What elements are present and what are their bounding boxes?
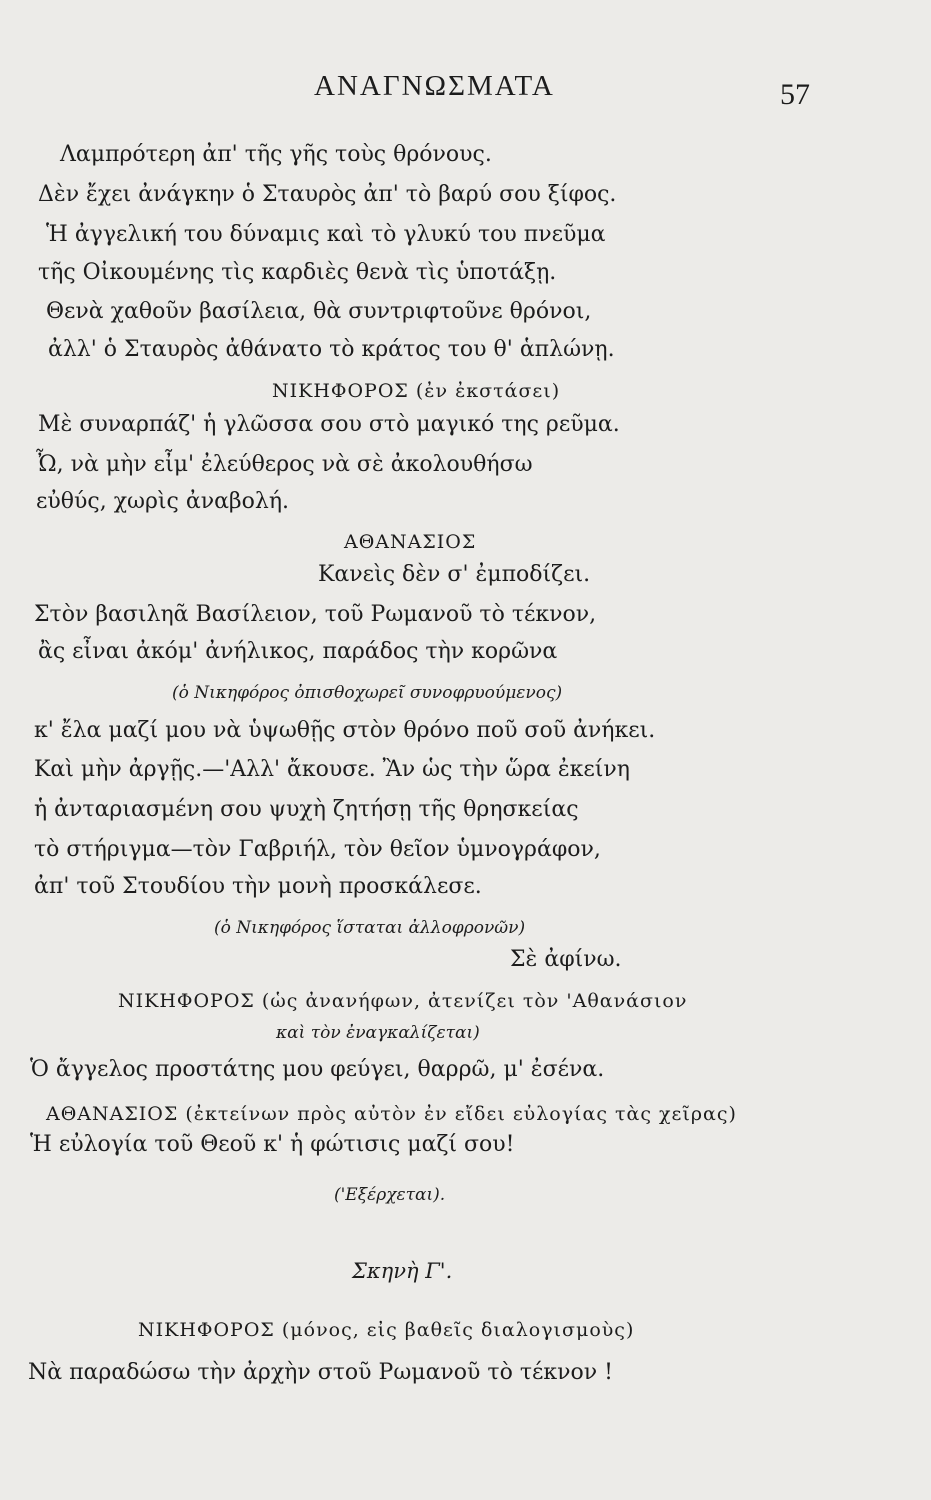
- page-header: [0, 70, 931, 110]
- verse-line: Κανεὶς δὲν σ' ἐμποδίζει.: [318, 562, 591, 587]
- verse-line: Ὁ ἄγγελος προστάτης μου φεύγει, θαρρῶ, μ' ἐσένα.: [30, 1057, 605, 1082]
- verse-line: ἡ ἀνταριασμένη σου ψυχὴ ζητήσῃ τῆς θρησκείας: [34, 797, 579, 822]
- verse-line: Στὸν βασιληᾶ Βασίλειον, τοῦ Ρωμανοῦ τὸ τέκνον,: [34, 602, 597, 627]
- verse-line: ἀπ' τοῦ Στουδίου τὴν μονὴ προσκάλεσε.: [34, 874, 482, 899]
- speaker-heading: ΝΙΚΗΦΟΡΟΣ (ἐν ἐκστάσει): [272, 380, 561, 402]
- verse-line: Μὲ συναρπάζ' ἡ γλῶσσα σου στὸ μαγικό της ρεῦμα.: [38, 412, 620, 437]
- verse-line: τὸ στήριγμα—τὸν Γαβριήλ, τὸν θεῖον ὑμνογράφον,: [34, 837, 601, 862]
- verse-line: Δὲν ἔχει ἀνάγκην ὁ Σταυρὸς ἀπ' τὸ βαρύ σου ξίφος.: [38, 182, 617, 207]
- verse-line: Ἡ ἀγγελική του δύναμις καὶ τὸ γλυκύ του πνεῦμα: [46, 222, 606, 247]
- verse-line: ἀλλ' ὁ Σταυρὸς ἀθάνατο τὸ κράτος του θ' ἁπλώνῃ.: [48, 337, 615, 362]
- stage-direction: (ὁ Νικηφόρος ὀπισθοχωρεῖ συνοφρυούμενος): [172, 683, 563, 703]
- scene-heading: Σκηνὴ Γ'.: [352, 1259, 453, 1283]
- verse-line: τῆς Οἰκουμένης τὶς καρδιὲς θενὰ τὶς ὑποτάξῃ.: [38, 260, 557, 285]
- speaker-heading: ΑΘΑΝΑΣΙΟΣ (ἐκτείνων πρὸς αὐτὸν ἐν εἴδει εὐλογίας τὰς χεῖρας): [46, 1103, 737, 1125]
- verse-line: Σὲ ἀφίνω.: [510, 947, 622, 972]
- verse-line: κ' ἔλα μαζί μου νὰ ὑψωθῇς στὸν θρόνο ποῦ σοῦ ἀνήκει.: [34, 718, 656, 743]
- verse-line: Ὦ, νὰ μὴν εἶμ' ἐλεύθερος νὰ σὲ ἀκολουθήσω: [36, 452, 533, 477]
- speaker-heading: ΝΙΚΗΦΟΡΟΣ (ὡς ἀνανήφων, ἀτενίζει τὸν 'Αθανάσιον: [118, 990, 688, 1012]
- stage-direction: καὶ τὸν ἐναγκαλίζεται): [276, 1023, 480, 1043]
- verse-line: Καὶ μὴν ἀργῇς.—'Αλλ' ἄκουσε. Ἂν ὡς τὴν ὥρα ἐκείνη: [34, 757, 630, 782]
- verse-line: ἂς εἶναι ἀκόμ' ἀνήλικος, παράδος τὴν κορῶνα: [38, 639, 558, 664]
- running-title: ΑΝΑΓΝΩΣΜΑΤΑ: [314, 70, 555, 102]
- stage-direction: ('Εξέρχεται).: [334, 1185, 446, 1205]
- speaker-heading: ΝΙΚΗΦΟΡΟΣ (μόνος, εἰς βαθεῖς διαλογισμοὺς): [138, 1319, 635, 1341]
- stage-direction: (ὁ Νικηφόρος ἵσταται ἀλλοφρονῶν): [214, 918, 526, 938]
- verse-line: Νὰ παραδώσω τὴν ἀρχὴν στοῦ Ρωμανοῦ τὸ τέκνον !: [28, 1360, 613, 1385]
- verse-line: Ἡ εὐλογία τοῦ Θεοῦ κ' ἡ φώτισις μαζί σου!: [30, 1132, 515, 1157]
- page-number: 57: [780, 78, 810, 111]
- verse-line: Λαμπρότερη ἀπ' τῆς γῆς τοὺς θρόνους.: [60, 142, 492, 167]
- verse-line: Θενὰ χαθοῦν βασίλεια, θὰ συντριφτοῦνε θρόνοι,: [46, 299, 592, 324]
- verse-line: εὐθύς, χωρὶς ἀναβολή.: [36, 489, 290, 514]
- speaker-heading: ΑΘΑΝΑΣΙΟΣ: [344, 531, 477, 553]
